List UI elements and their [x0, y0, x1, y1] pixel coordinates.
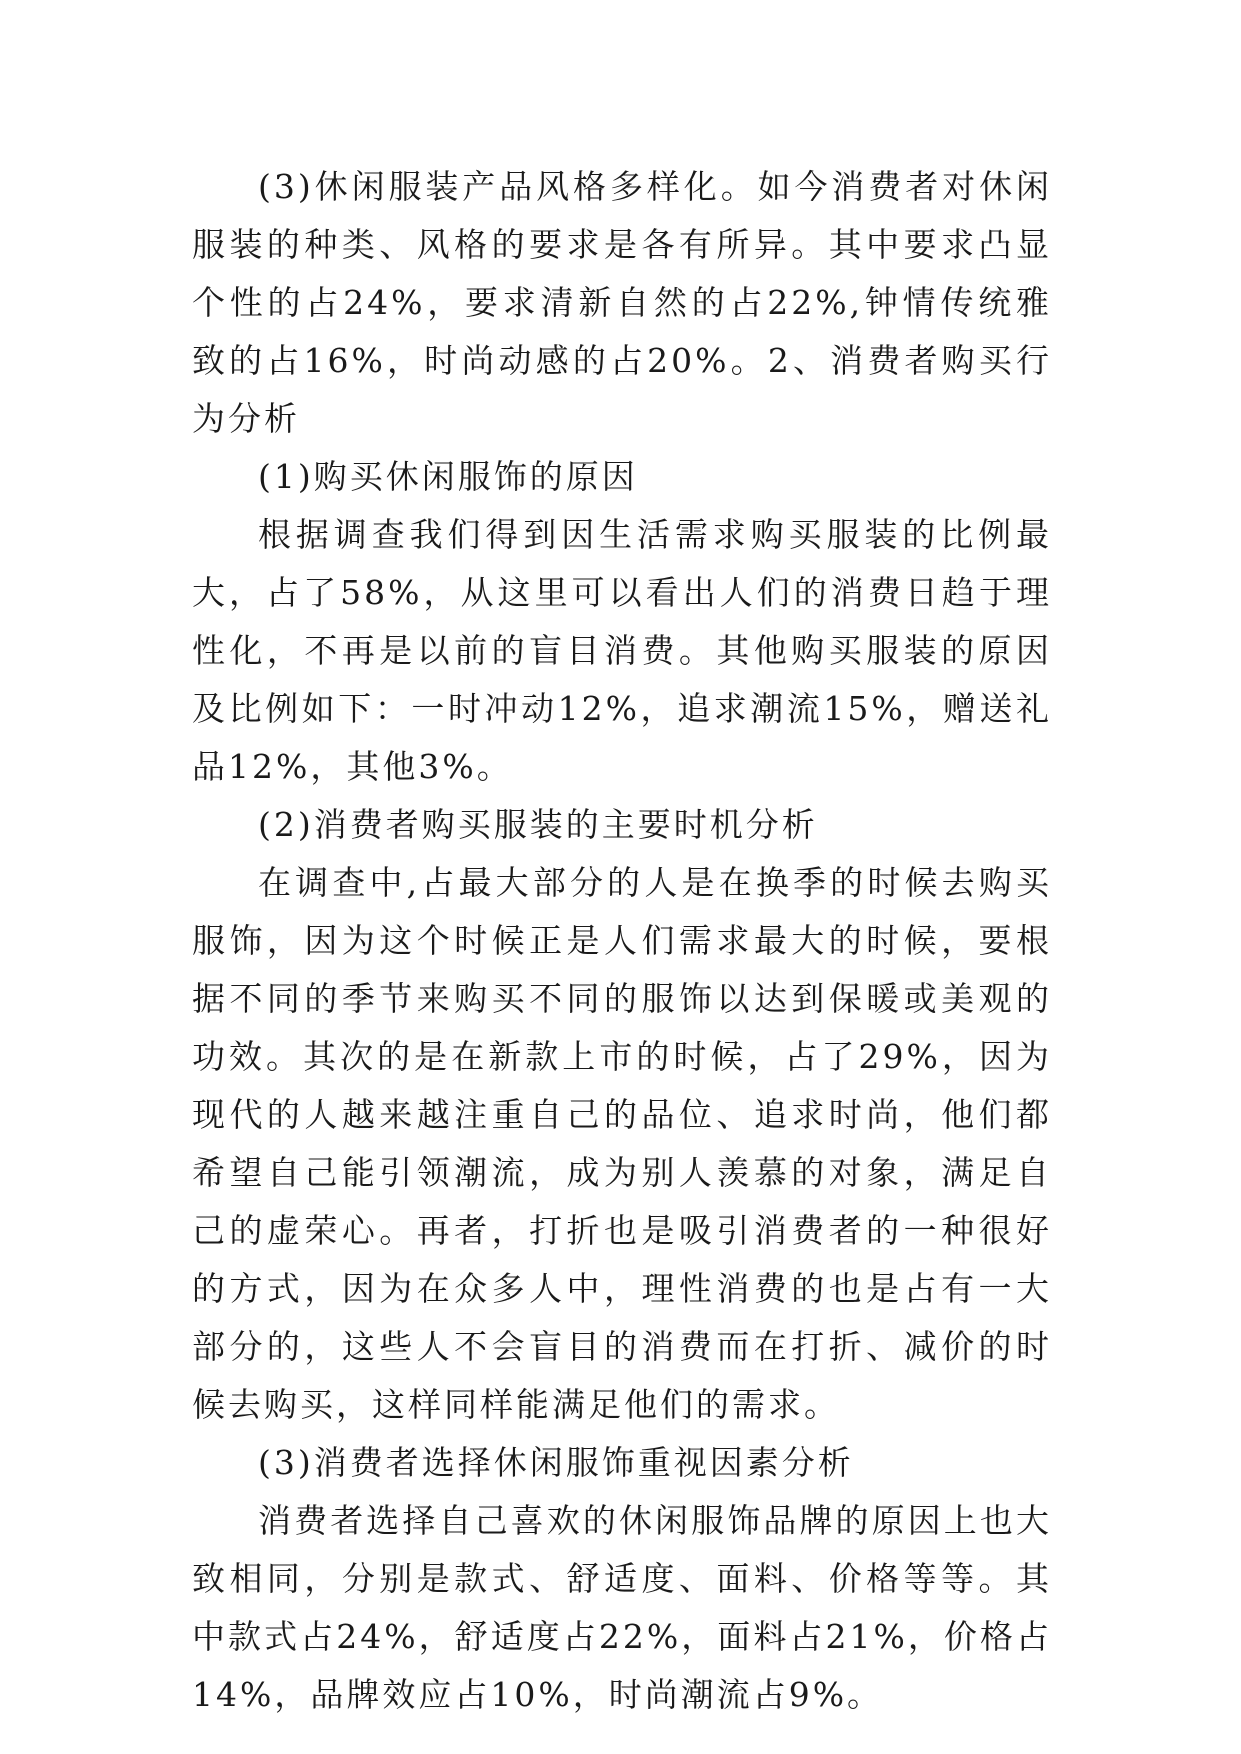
- heading-purchase-timing: (2)消费者购买服装的主要时机分析: [258, 805, 818, 844]
- paragraph-purchase-timing: 在调查中,占最大部分的人是在换季的时候去购买服饰，因为这个时候正是人们需求最大的时候，要根据不同的季节来购买不同的服饰以达到保暖或美观的功效。其次的是在新款上市的时候，占了29%，因为现代的人越来越注重自己的品位、追求时尚，他们都希望自己能引领潮流，成为别人羡慕的对象，满足自己的虚荣心。再者，打折也是吸引消费者的一种很好的方式，因为在众多人中，理性消费的也是占有一大部分的，这些人不会盲目的消费而在打折、减价的时候去购买，这样同样能满足他们的需求。: [192, 863, 1052, 1424]
- paragraph-purchase-reasons: 根据调查我们得到因生活需求购买服装的比例最大，占了58%，从这里可以看出人们的消费日趋于理性化，不再是以前的盲目消费。其他购买服装的原因及比例如下：一时冲动12%，追求潮流15%，赠送礼品12%，其他3%。: [192, 515, 1052, 786]
- paragraph-selection-factors: 消费者选择自己喜欢的休闲服饰品牌的原因上也大致相同，分别是款式、舒适度、面料、价格等等。其中款式占24%，舒适度占22%，面料占21%，价格占14%，品牌效应占10%，时尚潮流占9%。: [192, 1501, 1052, 1714]
- heading-purchase-reasons: (1)购买休闲服饰的原因: [258, 457, 638, 496]
- document-body: [192, 158, 1052, 1724]
- heading-selection-factors: (3)消费者选择休闲服饰重视因素分析: [258, 1443, 854, 1482]
- paragraph-style-diversification: (3)休闲服装产品风格多样化。如今消费者对休闲服装的种类、风格的要求是各有所异。其中要求凸显个性的占24%，要求清新自然的占22%,钟情传统雅致的占16%，时尚动感的占20%。2、消费者购买行为分析: [192, 167, 1052, 438]
